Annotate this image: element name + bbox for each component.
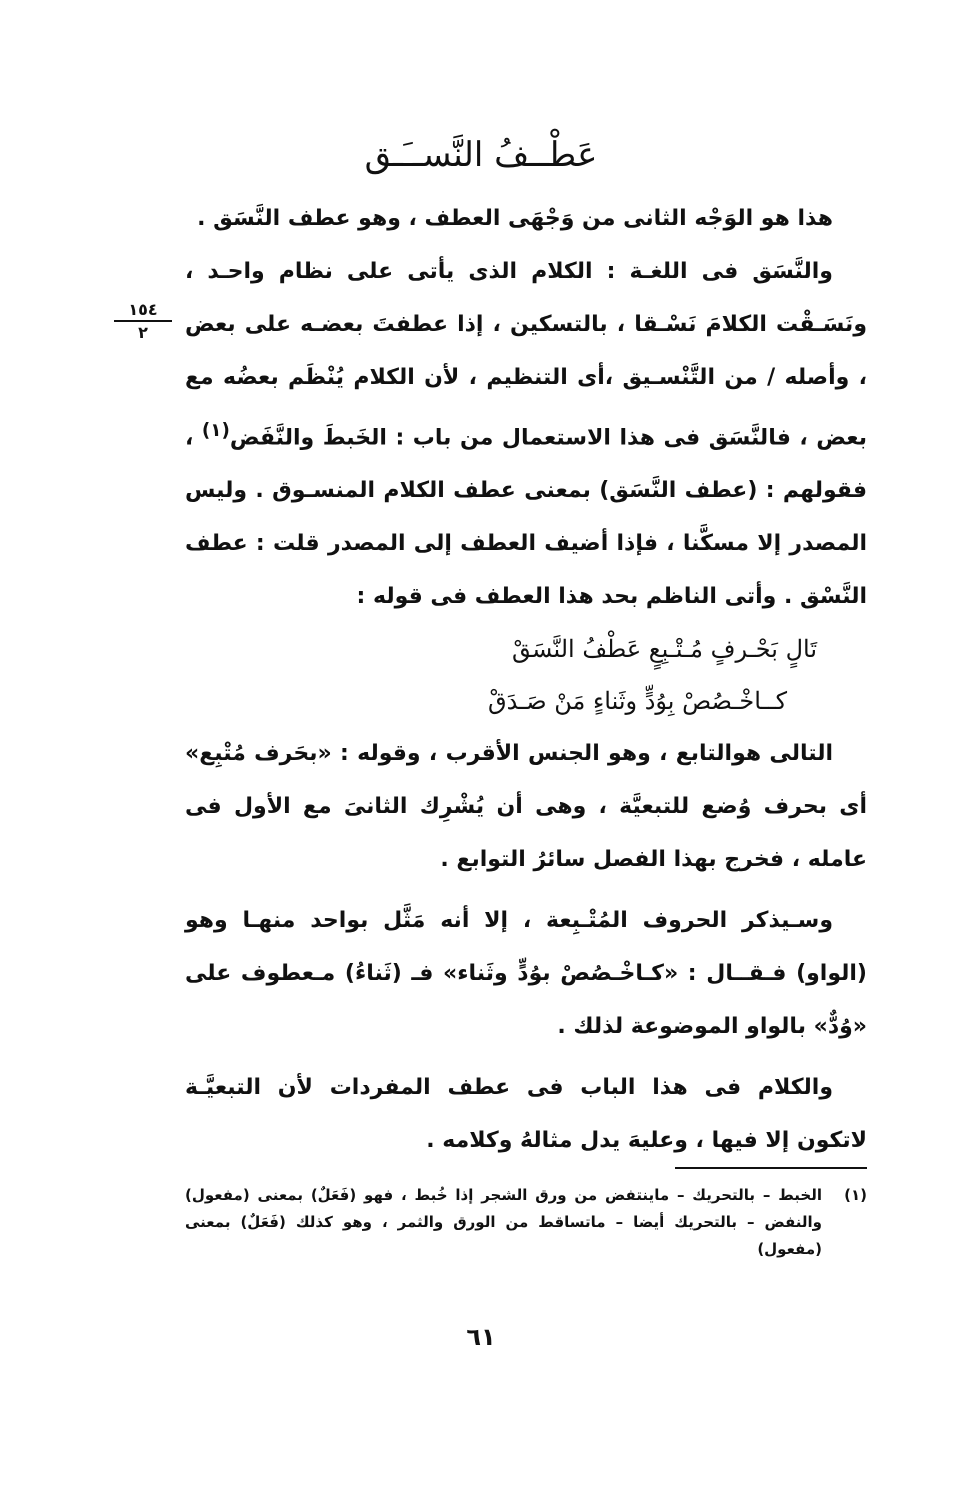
verse-line-2: كــاخْـصُصْ بِوُدٍّ وثَناءٍ مَنْ صَـدَقْ bbox=[487, 687, 787, 716]
margin-page-reference bbox=[114, 300, 172, 342]
footnote-separator bbox=[675, 1167, 867, 1169]
footnote-marker: (١) bbox=[201, 420, 230, 441]
footnote bbox=[185, 1182, 867, 1263]
page-number: ٦١ bbox=[466, 1323, 496, 1351]
paragraph-4: وسـيذكر الحروف المُتْـبِعة ، إلا أنه مَثَّل بواحد منهـا وهو (الواو) فـقــال : «كـاخْـصُصْ بوُدٍّ وثَناء» فـ (ثَناءُ) مـعطوف على «وُدٌّ» بالواو الموضوعة لذلك . bbox=[185, 908, 867, 1040]
paragraph-2-part-b: ، فقولهم : (عطف النَّسَق) بمعنى عطف الكلام المنسـوق . وليس المصدر إلا مسكَّنا ، فإذا أضيف العطف إلى المصدر قلت : عطف النَّسْق . وأتى الناظم بحد هذا العطف فى قوله : bbox=[185, 425, 867, 610]
margin-ref-bottom: ٢ bbox=[138, 323, 148, 342]
main-text bbox=[185, 192, 867, 1167]
paragraph-2-part-a: والنَّسَق فى اللغـة : الكلام الذى يأتى على نظام واحـد ، ونَسَـقْت الكلامَ نَسْـقا ، بالتسكين ، إذا عطفتَ بعضـه على بعض ، وأصله / من التَّنْسـيق ،أى التنظيم ، لأن الكلام يُنْظَم بعضُه مع بعض ، فالنَّسَق فى هذا الاستعمال من باب : الخَبطَ والنَّفَض bbox=[185, 259, 867, 451]
verse-line-1: تَالٍ بَحْـرفٍ مُـتْـبِعٍ عَطْفُ النَّسَقْ bbox=[512, 635, 817, 664]
section-title: عَطْــفُ النَّســَـق bbox=[364, 135, 598, 175]
paragraph-5: والكلام فى هذا الباب فى عطف المفردات لأن التبعيَّـة لاتكون إلا فيها ، وعليهَ يدل مثالهُ وكلامه . bbox=[185, 1075, 867, 1154]
margin-ref-divider bbox=[114, 320, 172, 322]
footnote-number: (١) bbox=[844, 1186, 867, 1204]
paragraph-2 bbox=[185, 245, 867, 623]
margin-ref-top: ١٥٤ bbox=[128, 300, 158, 319]
footnote-text: الخبط – بالتحريك – ماينتفض من ورق الشجر إذا خُبط ، فهو (فَعَلٌ) بمعنى (مفعول) والنفض – بالتحريك أيضا – ماتساقط من الورق والثمر ، وهو كذلك (فَعَلٌ) بمعنى (مفعول) bbox=[185, 1186, 822, 1258]
paragraph-3: التالى هوالتابع ، وهو الجنس الأقرب ، وقوله : «بحَرف مُتْبِع» أى بحرف وُضع للتبعيَّة ، وهى أن يُشْرِك الثانىَ مع الأول فى عامله ، فخرج بهذا الفصل سائرُ التوابع . bbox=[185, 741, 867, 873]
paragraph-1: هذا هو الوَجْه الثانى من وَجْهَى العطف ، وهو عطف النَّسَق . bbox=[197, 206, 833, 231]
